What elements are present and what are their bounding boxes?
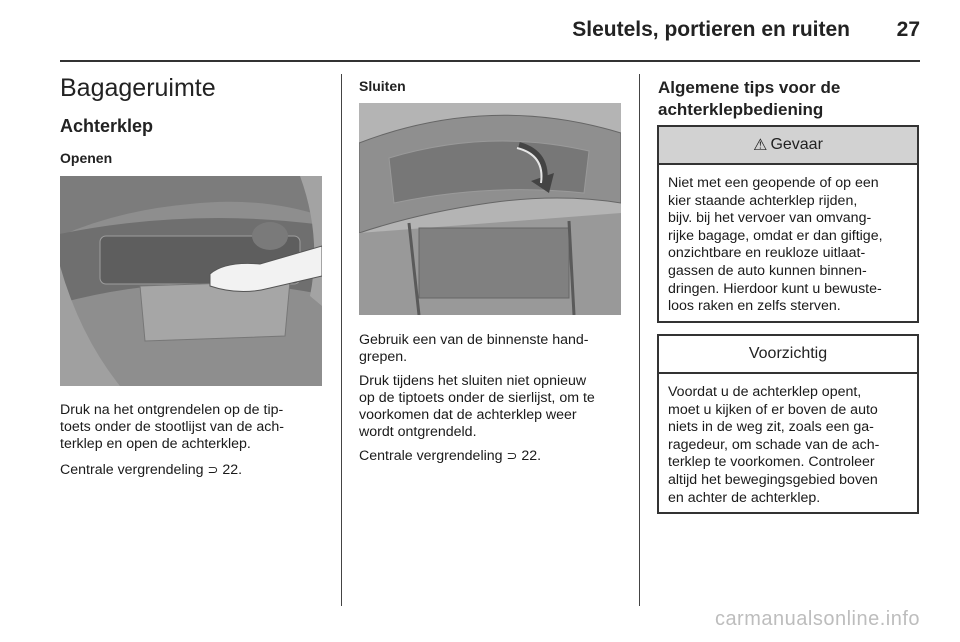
figure-tailgate-opening xyxy=(60,176,322,386)
reference-arrow-icon: ⊃ xyxy=(506,448,518,463)
caution-box-header: Voorzichtig xyxy=(659,336,917,374)
page-number: 27 xyxy=(896,18,920,41)
warning-triangle-icon: ⚠ xyxy=(753,137,768,154)
danger-box-header: ⚠ Gevaar xyxy=(659,127,917,165)
header-rule xyxy=(60,60,920,62)
heading-sluiten: Sluiten xyxy=(359,78,406,94)
danger-box-body: Niet met een geopende of op een kier staande achterklep rijden, bijv. bij het vervoer van omvang- rijke bagage, omdat er dan giftige, onzichtbare en reukloze uitlaat- gassen de auto kunnen binnen- dringen. Hierdoor kunt u bewuste- loos raken en zelfs sterven. xyxy=(668,175,883,315)
heading-openen: Openen xyxy=(60,150,113,166)
subsection-title: Achterklep xyxy=(60,116,154,136)
reference-central-locking-1[interactable]: Centrale vergrendeling ⊃ 22. xyxy=(60,462,243,478)
paragraph-open-instructions: Druk na het ontgrendelen op de tip- toets onder de stootlijst van de ach- terklep en open de achterklep. xyxy=(60,402,284,452)
paragraph-close-handles: Gebruik een van de binnenste hand- grepen. xyxy=(359,332,589,365)
figure-tailgate-closing xyxy=(359,103,621,315)
reference-central-locking-2[interactable]: Centrale vergrendeling ⊃ 22. xyxy=(359,448,542,464)
paragraph-close-warning: Druk tijdens het sluiten niet opnieuw op de tiptoets onder de sierlijst, om te voorkomen dat de achterklep weer wordt ontgrendeld. xyxy=(359,373,595,440)
reference-arrow-icon: ⊃ xyxy=(207,462,219,477)
heading-general-tips: Algemene tips voor de achterklepbediening xyxy=(658,78,841,119)
running-header-title: Sleutels, portieren en ruiten xyxy=(572,18,850,41)
section-title: Bagageruimte xyxy=(60,74,216,102)
caution-box-body: Voordat u de achterklep opent, moet u kijken of er boven de auto niets in de weg zit, zoals een ga- ragedeur, om schade van de ach- terklep te voorkomen. Controleer altijd het bewegingsgebied boven en achter de achterklep. xyxy=(668,384,880,506)
column-divider-2 xyxy=(639,74,640,606)
watermark: carmanualsonline.info xyxy=(714,608,920,630)
column-divider-1 xyxy=(341,74,342,606)
danger-box xyxy=(657,125,919,323)
caution-box xyxy=(657,334,919,514)
